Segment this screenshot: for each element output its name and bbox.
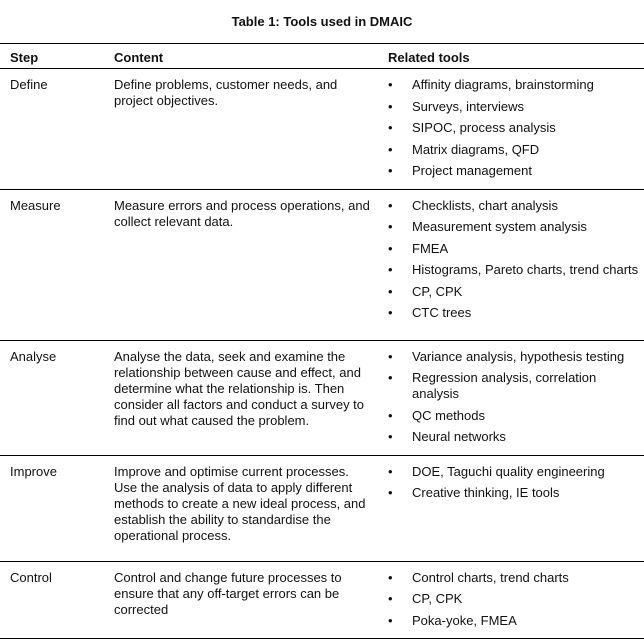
list-item [380, 570, 644, 586]
tools-list [380, 464, 644, 502]
list-item [380, 485, 644, 501]
tool-text: Control charts, trend charts [412, 569, 569, 585]
bullet-icon: • [388, 283, 393, 299]
bullet-icon: • [388, 370, 393, 385]
list-item [380, 241, 644, 257]
dmaic-tools-table [0, 43, 644, 639]
tool-text: CTC trees [412, 305, 472, 320]
tool-text: Variance analysis, hypothesis testing [412, 348, 625, 364]
list-item [380, 142, 644, 158]
bullet-icon: • [388, 163, 393, 178]
step-cell: Analyse [10, 348, 57, 364]
list-item [380, 198, 644, 214]
bullet-icon: • [388, 591, 393, 606]
tools-list [380, 349, 644, 446]
tool-text: CP, CPK [412, 591, 463, 606]
list-item [380, 262, 644, 278]
bullet-icon: • [388, 612, 393, 628]
list-item [380, 163, 644, 179]
list-item [380, 77, 644, 93]
tools-cell [380, 455, 644, 561]
header-tools: Related tools [388, 50, 470, 65]
list-item [380, 370, 644, 402]
tool-text: CP, CPK [412, 283, 463, 299]
tools-cell [380, 340, 644, 455]
content-cell: Measure errors and process operations, and collect relevant data. [114, 197, 370, 229]
list-item [380, 591, 644, 607]
tools-cell [380, 189, 644, 340]
tool-text: DOE, Taguchi quality engineering [412, 463, 605, 479]
bullet-icon: • [388, 262, 393, 277]
bullet-icon: • [388, 348, 393, 364]
content-cell: Analyse the data, seek and examine the relationship between cause and effect, and determine what the relationship is. Then consider all factors and conduct a survey to find out what caused the problem. [114, 348, 365, 428]
step-cell: Improve [10, 463, 57, 479]
tool-text: Poka-yoke, FMEA [412, 612, 517, 628]
tool-text: Measurement system analysis [412, 219, 587, 234]
bullet-icon: • [388, 429, 393, 444]
bullet-icon: • [388, 463, 393, 479]
tool-text: Surveys, interviews [412, 98, 524, 114]
table-row [0, 455, 644, 561]
table-row [0, 561, 644, 639]
table-caption: Table 1: Tools used in DMAIC [231, 14, 413, 29]
bullet-icon: • [388, 305, 393, 320]
tools-cell [380, 561, 644, 639]
tool-text: QC methods [412, 407, 485, 423]
table-row [0, 340, 644, 455]
tool-text: Histograms, Pareto charts, trend charts [412, 262, 639, 277]
tools-list [380, 77, 644, 179]
bullet-icon: • [388, 485, 393, 500]
bullet-icon: • [388, 569, 393, 585]
step-cell: Measure [10, 197, 61, 213]
bullet-icon: • [388, 120, 393, 135]
content-cell: Improve and optimise current processes. Use the analysis of data to apply different methods to create a new ideal process, and establish the ability to standardise the operational process. [114, 463, 366, 543]
list-item [380, 613, 644, 629]
step-cell: Control [10, 569, 52, 585]
list-item [380, 305, 644, 321]
table-row [0, 189, 644, 340]
list-item [380, 349, 644, 365]
list-item [380, 429, 644, 445]
tool-text: FMEA [412, 240, 449, 256]
tools-list [380, 570, 644, 629]
bullet-icon: • [388, 98, 393, 114]
bullet-icon: • [388, 197, 393, 213]
tool-text: SIPOC, process analysis [412, 120, 556, 135]
header-step: Step [10, 50, 39, 65]
tools-list [380, 198, 644, 322]
content-cell: Define problems, customer needs, and project objectives. [114, 77, 338, 108]
tool-text: Regression analysis, correlation analysis [412, 370, 597, 401]
step-cell: Define [10, 77, 48, 92]
tool-text: Creative thinking, IE tools [412, 485, 560, 500]
table-row [0, 69, 644, 190]
tool-text: Project management [412, 163, 532, 178]
tools-cell [380, 69, 644, 190]
list-item [380, 464, 644, 480]
bullet-icon: • [388, 141, 393, 157]
tool-text: Affinity diagrams, brainstorming [412, 77, 594, 92]
bullet-icon: • [388, 240, 393, 256]
list-item [380, 219, 644, 235]
tool-text: Checklists, chart analysis [412, 197, 558, 213]
tool-text: Matrix diagrams, QFD [412, 141, 540, 157]
list-item [380, 99, 644, 115]
header-content: Content [114, 50, 164, 65]
bullet-icon: • [388, 77, 393, 92]
tool-text: Neural networks [412, 429, 506, 444]
bullet-icon: • [388, 407, 393, 423]
list-item [380, 408, 644, 424]
content-cell: Control and change future processes to ensure that any off-target errors can be corrected [114, 569, 342, 617]
bullet-icon: • [388, 219, 393, 234]
header-row [0, 44, 644, 69]
list-item [380, 284, 644, 300]
list-item [380, 120, 644, 136]
